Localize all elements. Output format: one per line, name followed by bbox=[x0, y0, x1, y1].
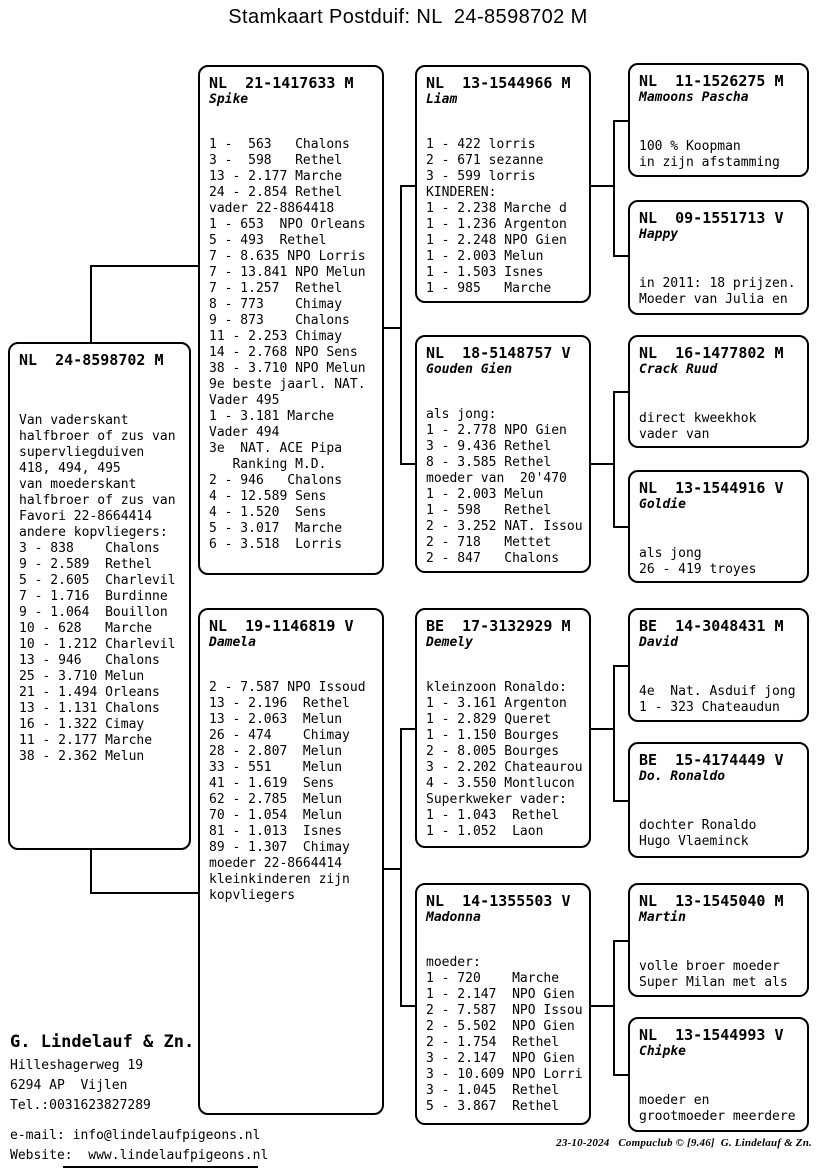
connector-line bbox=[613, 1074, 629, 1076]
performance-list bbox=[426, 407, 587, 567]
performance-line: 5 - 3.867 Rethel bbox=[426, 1099, 560, 1114]
performance-line: 7 - 8.635 NPO Lorris bbox=[209, 249, 366, 264]
performance-list bbox=[639, 411, 805, 443]
performance-list bbox=[639, 1093, 805, 1125]
performance-line: 2 - 1.754 Rethel bbox=[426, 1035, 560, 1050]
performance-line: 418, 494, 495 bbox=[19, 461, 121, 476]
connector-line bbox=[90, 265, 200, 267]
performance-line: 4e Nat. Asduif jong bbox=[639, 684, 796, 699]
performance-line: 26 - 419 troyes bbox=[639, 562, 757, 577]
performance-line: 3 - 2.147 NPO Gien bbox=[426, 1051, 575, 1066]
performance-line: moeder 22-8664414 bbox=[209, 856, 343, 871]
pigeon-name: Chipke bbox=[639, 1044, 686, 1059]
connector-line bbox=[589, 463, 615, 465]
connector-line bbox=[90, 892, 200, 894]
connector-line bbox=[613, 665, 629, 667]
performance-line: 1 - 422 lorris bbox=[426, 137, 536, 152]
pedigree-box-great-grandfather-4 bbox=[628, 883, 809, 997]
performance-list bbox=[426, 955, 587, 1115]
performance-line: 9e beste jaarl. NAT. bbox=[209, 377, 366, 392]
performance-line: 1 - 985 Marche bbox=[426, 281, 552, 296]
performance-line: 2 - 7.587 NPO Issoud bbox=[209, 680, 366, 695]
performance-line: 16 - 1.322 Cimay bbox=[19, 717, 145, 732]
connector-line bbox=[382, 868, 402, 870]
pigeon-name: Damela bbox=[209, 635, 256, 650]
pedigree-box-great-grandfather-1 bbox=[628, 63, 809, 177]
performance-line: 38 - 2.362 Melun bbox=[19, 749, 145, 764]
performance-line: 2 - 3.252 NAT. Issou bbox=[426, 519, 583, 534]
ring-number: NL 09-1551713 V bbox=[639, 209, 784, 227]
performance-line: 10 - 1.212 Charlevil bbox=[19, 637, 176, 652]
connector-line bbox=[613, 800, 629, 802]
performance-line: 1 - 2.248 NPO Gien bbox=[426, 233, 567, 248]
owner-email: e-mail: info@lindelaufpigeons.nl bbox=[10, 1128, 261, 1143]
pigeon-name: Madonna bbox=[426, 910, 481, 925]
print-info: 23-10-2024 Compuclub © [9.46] G. Lindelauf & Zn. bbox=[556, 1137, 812, 1149]
performance-list bbox=[426, 680, 587, 840]
performance-line: 2 - 8.005 Bourges bbox=[426, 744, 560, 759]
performance-line: moeder van 20'470 bbox=[426, 471, 567, 486]
ring-number: NL 19-1146819 V bbox=[209, 617, 354, 635]
pigeon-name: Crack Ruud bbox=[639, 362, 718, 377]
performance-line: 100 % Koopman bbox=[639, 139, 741, 154]
performance-line: van moederskant bbox=[19, 477, 137, 492]
performance-line: 13 - 2.177 Marche bbox=[209, 169, 343, 184]
performance-line: 3 - 9.436 Rethel bbox=[426, 439, 552, 454]
pedigree-box-great-grandmother-4 bbox=[628, 1017, 809, 1132]
performance-list bbox=[19, 413, 187, 765]
footer-rule bbox=[63, 1166, 258, 1168]
ring-number: BE 14-3048431 M bbox=[639, 617, 784, 635]
performance-line: 2 - 718 Mettet bbox=[426, 535, 552, 550]
performance-line: moeder: bbox=[426, 955, 481, 970]
performance-line: 1 - 720 Marche bbox=[426, 971, 560, 986]
pigeon-name: Demely bbox=[426, 635, 473, 650]
performance-line: vader 22-8864418 bbox=[209, 201, 335, 216]
performance-list bbox=[426, 137, 587, 297]
owner-website: Website: www.lindelaufpigeons.nl bbox=[10, 1148, 269, 1163]
performance-line: grootmoeder meerdere bbox=[639, 1109, 796, 1124]
connector-line bbox=[400, 463, 417, 465]
performance-line: 7 - 1.257 Rethel bbox=[209, 281, 343, 296]
connector-line bbox=[613, 665, 615, 802]
performance-line: 1 - 2.778 NPO Gien bbox=[426, 423, 567, 438]
connector-line bbox=[400, 728, 417, 730]
performance-line: 1 - 3.181 Marche bbox=[209, 409, 335, 424]
performance-line: 33 - 551 Melun bbox=[209, 760, 343, 775]
connector-line bbox=[400, 728, 402, 1007]
performance-line: kleinzoon Ronaldo: bbox=[426, 680, 567, 695]
performance-line: 5 - 2.605 Charlevil bbox=[19, 573, 176, 588]
performance-list bbox=[639, 276, 805, 308]
performance-line: 1 - 598 Rethel bbox=[426, 503, 552, 518]
connector-line bbox=[613, 255, 629, 257]
performance-line: 2 - 7.587 NPO Issou bbox=[426, 1003, 583, 1018]
performance-line: 9 - 873 Chalons bbox=[209, 313, 350, 328]
performance-line: 3 - 2.202 Chateaurou bbox=[426, 760, 583, 775]
performance-line: volle broer moeder bbox=[639, 959, 780, 974]
performance-line: 1 - 2.829 Queret bbox=[426, 712, 552, 727]
performance-line: in 2011: 18 prijzen. bbox=[639, 276, 796, 291]
performance-line: 70 - 1.054 Melun bbox=[209, 808, 343, 823]
pedigree-box-great-grandmother-1 bbox=[628, 200, 809, 315]
ring-number: NL 18-5148757 V bbox=[426, 344, 571, 362]
performance-line: 14 - 2.768 NPO Sens bbox=[209, 345, 358, 360]
performance-line: 2 - 946 Chalons bbox=[209, 473, 343, 488]
performance-line: 11 - 2.253 Chimay bbox=[209, 329, 343, 344]
performance-line: 6 - 3.518 Lorris bbox=[209, 537, 343, 552]
ring-number: NL 24-8598702 M bbox=[19, 351, 164, 369]
performance-line: halfbroer of zus van bbox=[19, 493, 176, 508]
owner-name: G. Lindelauf & Zn. bbox=[10, 1032, 195, 1052]
performance-line: 1 - 2.003 Melun bbox=[426, 249, 544, 264]
performance-line: dochter Ronaldo bbox=[639, 818, 757, 833]
ring-number: NL 13-1544966 M bbox=[426, 74, 571, 92]
performance-line: 2 - 5.502 NPO Gien bbox=[426, 1019, 575, 1034]
performance-line: als jong bbox=[639, 546, 702, 561]
performance-line: 13 - 2.063 Melun bbox=[209, 712, 343, 727]
performance-line: 10 - 628 Marche bbox=[19, 621, 153, 636]
performance-line: 89 - 1.307 Chimay bbox=[209, 840, 350, 855]
owner-telephone: Tel.:0031623827289 bbox=[10, 1098, 151, 1113]
performance-line: 3 - 598 Rethel bbox=[209, 153, 343, 168]
connector-line bbox=[90, 848, 92, 894]
connector-line bbox=[400, 185, 417, 187]
performance-line: 13 - 2.196 Rethel bbox=[209, 696, 350, 711]
performance-line: 1 - 2.003 Melun bbox=[426, 487, 544, 502]
performance-line: 1 - 2.238 Marche d bbox=[426, 201, 567, 216]
performance-line: 81 - 1.013 Isnes bbox=[209, 824, 343, 839]
connector-line bbox=[90, 265, 92, 344]
performance-line: 8 - 3.585 Rethel bbox=[426, 455, 552, 470]
connector-line bbox=[613, 940, 629, 942]
performance-line: 13 - 946 Chalons bbox=[19, 653, 160, 668]
connector-line bbox=[400, 185, 402, 465]
performance-line: 62 - 2.785 Melun bbox=[209, 792, 343, 807]
pedigree-box-mother bbox=[198, 608, 384, 1115]
performance-line: Superkweker vader: bbox=[426, 792, 567, 807]
performance-line: 2 - 847 Chalons bbox=[426, 551, 560, 566]
performance-line: 4 - 1.520 Sens bbox=[209, 505, 327, 520]
performance-line: Super Milan met als bbox=[639, 975, 788, 990]
performance-line: 3e NAT. ACE Pipa bbox=[209, 441, 343, 456]
performance-list bbox=[209, 680, 380, 904]
pedigree-box-mothers-father bbox=[415, 608, 591, 848]
performance-line: Moeder van Julia en bbox=[639, 292, 788, 307]
performance-line: 24 - 2.854 Rethel bbox=[209, 185, 343, 200]
performance-line: 38 - 3.710 NPO Melun bbox=[209, 361, 366, 376]
performance-line: halfbroer of zus van bbox=[19, 429, 176, 444]
performance-line: moeder en bbox=[639, 1093, 710, 1108]
performance-line: kopvliegers bbox=[209, 888, 296, 903]
pedigree-box-fathers-father bbox=[415, 65, 591, 303]
performance-list bbox=[639, 139, 805, 171]
performance-line: 1 - 1.150 Bourges bbox=[426, 728, 560, 743]
performance-line: 5 - 3.017 Marche bbox=[209, 521, 343, 536]
ring-number: BE 17-3132929 M bbox=[426, 617, 571, 635]
connector-line bbox=[613, 391, 615, 528]
performance-line: supervliegduiven bbox=[19, 445, 145, 460]
connector-line bbox=[589, 185, 615, 187]
performance-line: kleinkinderen zijn bbox=[209, 872, 350, 887]
performance-line: 1 - 653 NPO Orleans bbox=[209, 217, 366, 232]
pigeon-name: Gouden Gien bbox=[426, 362, 513, 377]
performance-line: 13 - 1.131 Chalons bbox=[19, 701, 160, 716]
performance-line: 3 - 838 Chalons bbox=[19, 541, 160, 556]
connector-line bbox=[589, 728, 615, 730]
pedigree-box-mothers-mother bbox=[415, 883, 591, 1125]
pigeon-name: Goldie bbox=[639, 497, 686, 512]
performance-line: 1 - 2.147 NPO Gien bbox=[426, 987, 575, 1002]
performance-list bbox=[639, 959, 805, 991]
ring-number: NL 13-1545040 M bbox=[639, 892, 784, 910]
performance-line: 1 - 1.043 Rethel bbox=[426, 808, 560, 823]
performance-line: als jong: bbox=[426, 407, 497, 422]
performance-line: direct kweekhok bbox=[639, 411, 757, 426]
pedigree-box-great-grandmother-3 bbox=[628, 742, 809, 858]
performance-line: Hugo Vlaeminck bbox=[639, 834, 749, 849]
performance-line: 3 - 1.045 Rethel bbox=[426, 1083, 560, 1098]
pigeon-name: Martin bbox=[639, 910, 686, 925]
pigeon-name: Mamoons Pascha bbox=[639, 90, 749, 105]
pigeon-name: Spike bbox=[209, 92, 249, 107]
performance-line: 3 - 10.609 NPO Lorri bbox=[426, 1067, 583, 1082]
performance-line: 41 - 1.619 Sens bbox=[209, 776, 335, 791]
performance-line: in zijn afstamming bbox=[639, 155, 780, 170]
pigeon-name: Liam bbox=[426, 92, 458, 107]
performance-line: 25 - 3.710 Melun bbox=[19, 669, 145, 684]
connector-line bbox=[589, 1005, 615, 1007]
performance-line: Vader 494 bbox=[209, 425, 280, 440]
performance-list bbox=[209, 137, 380, 553]
performance-line: Favori 22-8664414 bbox=[19, 509, 153, 524]
performance-list bbox=[639, 684, 805, 716]
performance-line: 9 - 2.589 Rethel bbox=[19, 557, 153, 572]
connector-line bbox=[613, 526, 629, 528]
performance-line: 2 - 671 sezanne bbox=[426, 153, 544, 168]
pedigree-box-subject bbox=[8, 342, 191, 850]
performance-line: Vader 495 bbox=[209, 393, 280, 408]
performance-line: 28 - 2.807 Melun bbox=[209, 744, 343, 759]
connector-line bbox=[613, 940, 615, 1076]
pigeon-name: Happy bbox=[639, 227, 679, 242]
ring-number: NL 16-1477802 M bbox=[639, 344, 784, 362]
performance-line: 26 - 474 Chimay bbox=[209, 728, 350, 743]
performance-line: 1 - 1.503 Isnes bbox=[426, 265, 544, 280]
owner-address-street: Hilleshagerweg 19 bbox=[10, 1058, 144, 1073]
performance-line: 1 - 563 Chalons bbox=[209, 137, 350, 152]
performance-line: 4 - 12.589 Sens bbox=[209, 489, 327, 504]
performance-line: andere kopvliegers: bbox=[19, 525, 168, 540]
performance-line: Van vaderskant bbox=[19, 413, 129, 428]
performance-list bbox=[639, 818, 805, 850]
pedigree-box-great-grandfather-2 bbox=[628, 335, 809, 448]
performance-line: 7 - 1.716 Burdinne bbox=[19, 589, 168, 604]
connector-line bbox=[613, 120, 629, 122]
performance-line: 1 - 323 Chateaudun bbox=[639, 700, 780, 715]
performance-line: 21 - 1.494 Orleans bbox=[19, 685, 160, 700]
connector-line bbox=[382, 327, 402, 329]
connector-line bbox=[613, 120, 615, 257]
performance-line: Ranking M.D. bbox=[209, 457, 327, 472]
connector-line bbox=[613, 391, 629, 393]
pigeon-name: David bbox=[639, 635, 679, 650]
performance-line: 7 - 13.841 NPO Melun bbox=[209, 265, 366, 280]
ring-number: NL 13-1544993 V bbox=[639, 1026, 784, 1044]
page-title: Stamkaart Postduif: NL 24-8598702 M bbox=[228, 6, 588, 28]
pedigree-box-father bbox=[198, 65, 384, 575]
performance-line: 4 - 3.550 Montlucon bbox=[426, 776, 575, 791]
ring-number: NL 13-1544916 V bbox=[639, 479, 784, 497]
performance-line: 11 - 2.177 Marche bbox=[19, 733, 153, 748]
performance-line: 8 - 773 Chimay bbox=[209, 297, 343, 312]
pedigree-box-great-grandmother-2 bbox=[628, 470, 809, 583]
connector-line bbox=[400, 1005, 417, 1007]
owner-address-city: 6294 AP Vijlen bbox=[10, 1078, 128, 1093]
performance-line: vader van bbox=[639, 427, 710, 442]
ring-number: NL 11-1526275 M bbox=[639, 72, 784, 90]
ring-number: NL 14-1355503 V bbox=[426, 892, 571, 910]
pedigree-box-great-grandfather-3 bbox=[628, 608, 809, 722]
performance-line: 1 - 1.236 Argenton bbox=[426, 217, 567, 232]
pedigree-box-fathers-mother bbox=[415, 335, 591, 573]
ring-number: NL 21-1417633 M bbox=[209, 74, 354, 92]
performance-list bbox=[639, 546, 805, 578]
performance-line: KINDEREN: bbox=[426, 185, 497, 200]
performance-line: 9 - 1.064 Bouillon bbox=[19, 605, 168, 620]
performance-line: 5 - 493 Rethel bbox=[209, 233, 327, 248]
ring-number: BE 15-4174449 V bbox=[639, 751, 784, 769]
performance-line: 3 - 599 lorris bbox=[426, 169, 536, 184]
pigeon-name: Do. Ronaldo bbox=[639, 769, 726, 784]
performance-line: 1 - 1.052 Laon bbox=[426, 824, 544, 839]
performance-line: 1 - 3.161 Argenton bbox=[426, 696, 567, 711]
